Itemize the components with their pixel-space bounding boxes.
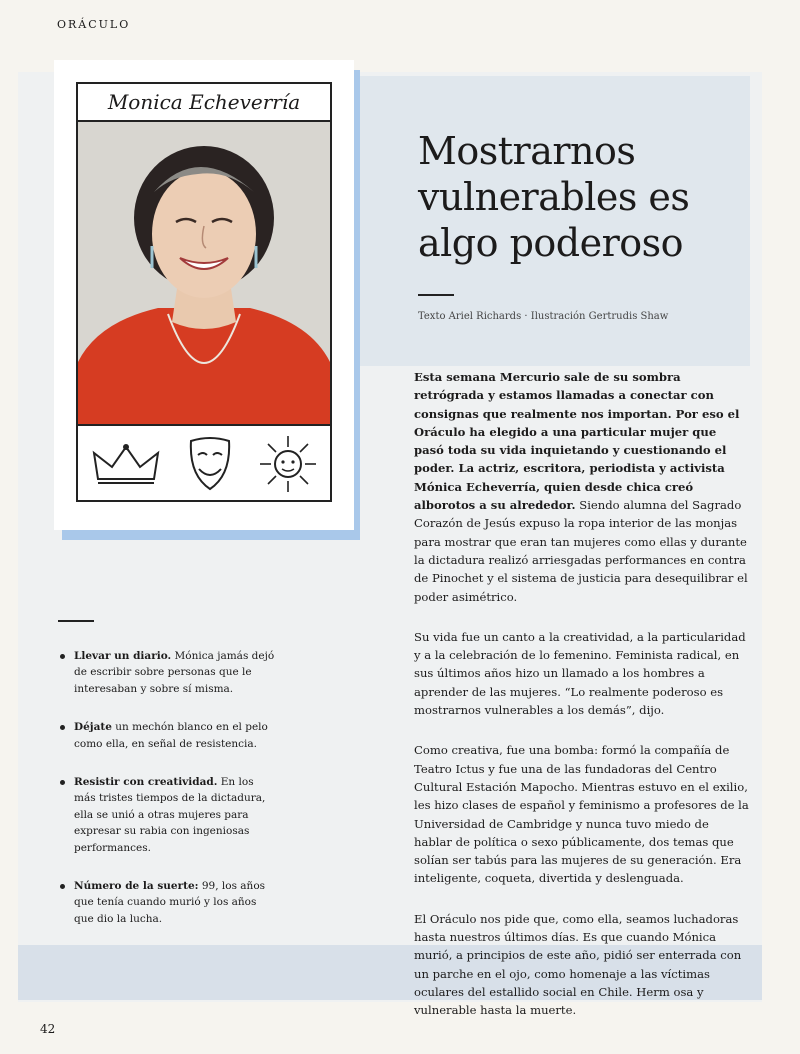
tip-text: 99, los años que tenía cuando murió y los años que dio la lucha. xyxy=(74,880,266,925)
tip-item xyxy=(58,648,278,697)
paragraph-text: Como creativa, fue una bomba: formó la compañía de Teatro Ictus y fue una de las fundadoras del Centro Cultural Estación Mapocho. Mientras estuvo en el exilio, les hizo clases de español y feminismo a profesores de la Universidad de Cambridge y nunca tuvo miedo de hablar de política o sexo públicamente, dos temas que solían ser tabús para las mujeres de su generación. Era inteligente, coqueta, divertida y deslenguada. xyxy=(414,743,749,886)
paragraph xyxy=(414,368,750,606)
portrait-illustration xyxy=(78,122,330,426)
article-credits: Texto Ariel Richards · Ilustración Gertrudis Shaw xyxy=(418,311,669,322)
tip-lead: Llevar un diario. xyxy=(74,650,172,662)
tip-lead: Número de la suerte: xyxy=(74,880,199,893)
tip-text: En los más tristes tiempos de la dictadura, ella se unió a otras mujeres para expresar su rabia con ingeniosas performances. xyxy=(74,776,266,854)
article-title: Mostrarnos vulnerables es algo poderoso xyxy=(418,129,690,265)
tip-lead: Déjate xyxy=(74,721,112,734)
theater-mask-icon xyxy=(185,435,235,493)
page-number: 42 xyxy=(40,1022,56,1036)
tip-item xyxy=(58,719,278,752)
title-divider xyxy=(418,294,454,296)
sun-icon xyxy=(258,434,318,494)
crown-icon xyxy=(90,439,162,489)
paragraph-text: Siendo alumna del Sagrado Corazón de Jesús expuso la ropa interior de las monjas para mostrar que eran tan mujeres como ellas y durante la dictadura realizó arriesgadas performances en contra de Pinochet y el sistema de justicia para desequilibrar el poder asimétrico. xyxy=(414,498,748,604)
section-label: ORÁCULO xyxy=(57,18,131,31)
tip-item xyxy=(58,774,278,856)
symbols-row xyxy=(78,426,330,502)
tip-lead: Resistir con creatividad. xyxy=(74,776,218,789)
paragraph-lead: Esta semana Mercurio sale de su sombra retrógrada y estamos llamadas a conectar con consignas que realmente nos importan. Por eso el Oráculo ha elegido a una particular mujer que pasó toda su vida inquietando y cuestionando el poder. La actriz, escritora, periodista y activista Mónica Echeverría, quien desde chica creó alborotos a su alrededor. xyxy=(414,370,740,513)
paragraph xyxy=(414,910,750,1020)
article-body xyxy=(414,368,750,1042)
card-frame xyxy=(76,82,332,502)
illustration-card xyxy=(54,60,354,530)
paragraph xyxy=(414,628,750,719)
paragraph-text: El Oráculo nos pide que, como ella, seamos luchadoras hasta nuestros últimos días. Es que cuando Mónica murió, a principios de este año, pidió ser enterrada con un parche en el ojo, como homenaje a las víctimas oculares del estallido social en Chile. Herm osa y vulnerable hasta la muerte. xyxy=(414,911,742,1018)
tip-text: Mónica jamás dejó de escribir sobre personas que le interesaban y sobre sí misma. xyxy=(74,650,275,695)
tip-text: un mechón blanco en el pelo como ella, en señal de resistencia. xyxy=(74,721,268,750)
card-name: Monica Echeverría xyxy=(78,84,330,122)
tips-list xyxy=(58,648,278,949)
tip-item xyxy=(58,878,278,927)
woman-portrait-icon xyxy=(78,122,330,424)
paragraph xyxy=(414,741,750,887)
sidebar-divider xyxy=(58,620,94,622)
paragraph-text: Su vida fue un canto a la creatividad, a la particularidad y a la celebración de lo femenino. Feminista radical, en sus últimos años hizo un llamado a los hombres a aprender de las mujeres. “Lo realmente poderoso es mostrarnos vulnerables a los demás”, dijo. xyxy=(414,629,746,718)
